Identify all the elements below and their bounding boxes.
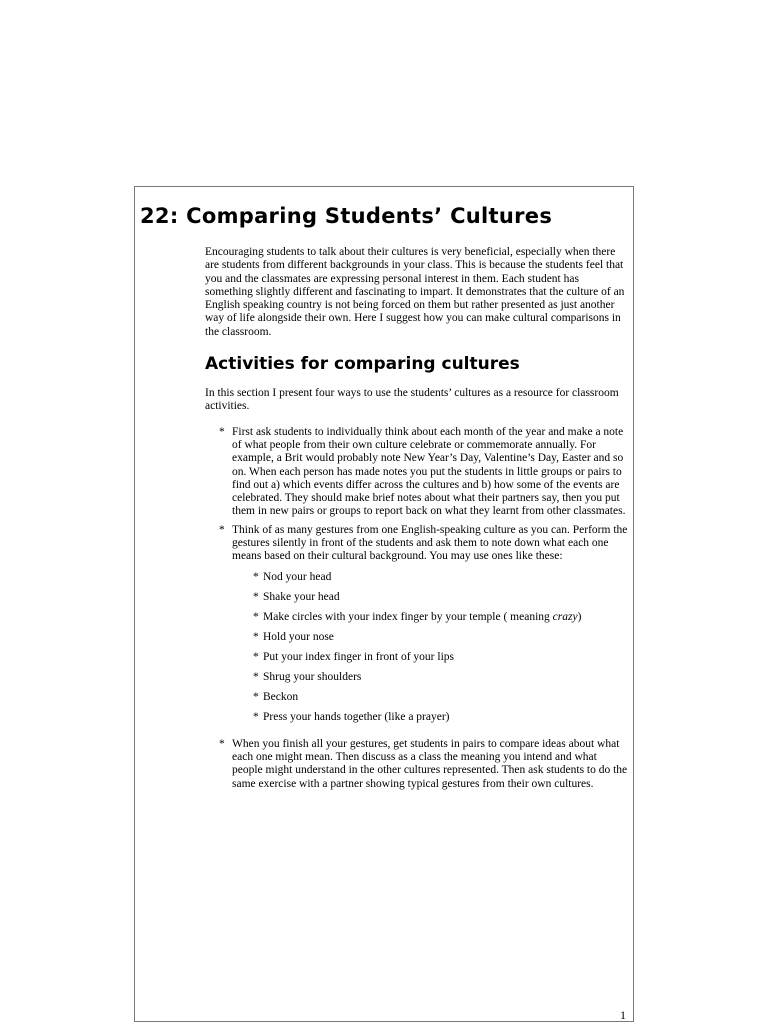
activity-text: When you finish all your gestures, get students in pairs to compare ideas about what each one might mean. Then discuss as a class the meaning you intend and what people might understand in the other cultures represented. Then ask students to do the same exercise with a partner showing typical gestures from their own cultures. xyxy=(232,737,628,790)
bullet-marker: * xyxy=(253,670,259,683)
activity-item-calendar xyxy=(205,426,629,519)
gesture-item xyxy=(232,631,629,651)
bullet-marker: * xyxy=(253,650,259,663)
gesture-item xyxy=(232,691,629,711)
page-number: 1 xyxy=(620,1008,626,1022)
gesture-text: Press your hands together (like a prayer) xyxy=(263,710,450,723)
activity-item-compare xyxy=(205,738,629,791)
gesture-item xyxy=(232,671,629,691)
gesture-text: Shake your head xyxy=(263,590,340,603)
bullet-marker: * xyxy=(253,610,259,623)
gesture-text: Beckon xyxy=(263,690,299,703)
gesture-item xyxy=(232,591,629,611)
gesture-item xyxy=(232,611,629,631)
section-intro-paragraph: In this section I present four ways to use the students’ cultures as a resource for classroom activities. xyxy=(205,387,619,413)
gesture-item xyxy=(232,651,629,671)
document-body xyxy=(205,246,629,796)
activity-text: First ask students to individually think about each month of the year and make a note of what people from their own culture celebrate or commemorate annually. For example, a Brit would probably note New Year’s Day, Valentine’s Day, Easter and so on. When each person has made notes you put the students in little groups or pairs to find out a) which events differ across the cultures and b) how some of the events are celebrated. They should make brief notes about what their partners say, then you put them in new pairs or groups to report back on what they learnt from other classmates. xyxy=(232,425,626,518)
bullet-marker: * xyxy=(253,590,259,603)
section-heading: Activities for comparing cultures xyxy=(205,354,520,375)
intro-paragraph: Encouraging students to talk about their cultures is very beneficial, especially when there are students from different backgrounds in your class. This is because the students feel that you and the classmates are expressing personal interest in them. Each student has something slightly different and fascinating to impart. It demonstrates that the culture of an English speaking country is not being forced on them but rather presented as just another way of life alongside their own. Here I suggest how you can make cultural comparisons in the classroom. xyxy=(205,246,625,338)
bullet-marker: * xyxy=(219,425,225,438)
activity-item-gestures xyxy=(205,524,629,731)
bullet-marker: * xyxy=(253,710,259,723)
activity-text: Think of as many gestures from one English-speaking culture as you can. Perform the gestures silently in front of the students and ask them to note down what each one means based on their cultural background. You may use ones like these: xyxy=(232,523,628,563)
gesture-text: Shrug your shoulders xyxy=(263,670,362,683)
gesture-emphasis: crazy xyxy=(552,610,578,623)
gesture-close-paren: ) xyxy=(577,610,582,623)
gesture-text: Make circles with your index finger by your temple ( meaning xyxy=(263,610,553,623)
bullet-marker: * xyxy=(219,737,225,750)
bullet-marker: * xyxy=(253,630,259,643)
activity-list xyxy=(205,426,629,791)
gesture-text: Nod your head xyxy=(263,570,332,583)
gesture-item xyxy=(232,711,629,731)
gesture-text: Put your index finger in front of your lips xyxy=(263,650,455,663)
bullet-marker: * xyxy=(253,690,259,703)
gesture-item xyxy=(232,571,629,591)
bullet-marker: * xyxy=(253,570,259,583)
bullet-marker: * xyxy=(219,523,225,536)
gesture-text: Hold your nose xyxy=(263,630,334,643)
page-title: 22: Comparing Students’ Cultures xyxy=(140,204,553,228)
gesture-list xyxy=(232,571,629,731)
